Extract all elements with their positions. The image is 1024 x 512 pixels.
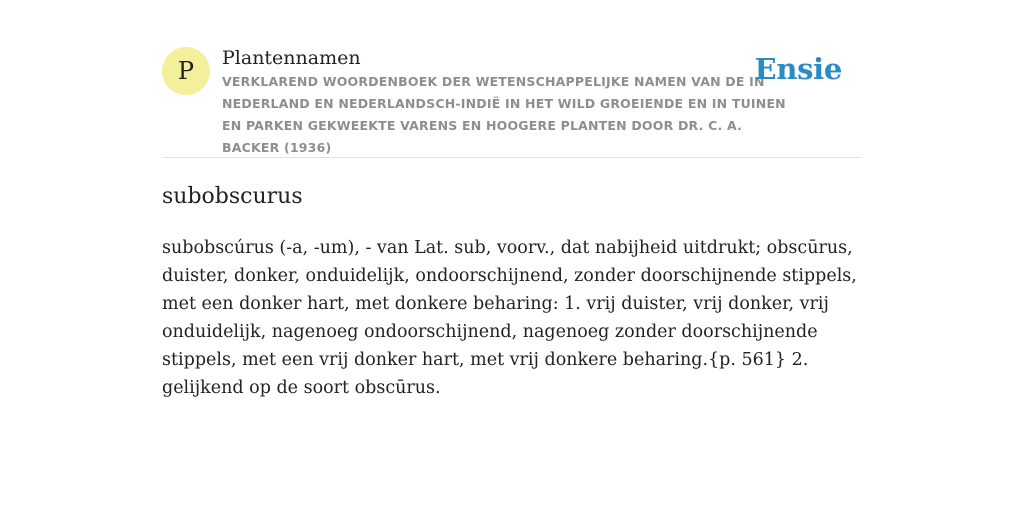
entry-title: subobscurus bbox=[162, 184, 303, 209]
avatar-letter: P bbox=[177, 57, 195, 85]
dictionary-avatar[interactable] bbox=[162, 47, 210, 95]
entry-definition: subobscúrus (-a, -um), - van Lat. sub, voorv., dat nabijheid uitdrukt; obscūrus, duister, donker, onduidelijk, ondoorschijnend, zonder doorschijnende stippels, met een donker hart, met donkere beharing: 1. vrij duister, vrij donker, vrij onduidelijk, nagenoeg ondoorschijnend, nagenoeg zonder doorschijnende stippels, met een vrij donker hart, met vrij donkere beharing.{p. 561} 2. gelijkend op de soort obscūrus. bbox=[162, 238, 857, 398]
dictionary-name-link[interactable]: Plantennamen bbox=[222, 47, 361, 69]
dictionary-description: VERKLAREND WOORDENBOEK DER WETENSCHAPPELIJKE NAMEN VAN DE IN NEDERLAND EN NEDERLANDSCH-INDIË IN HET WILD GROEIENDE EN IN TUINEN EN PARKEN GEKWEEKTE VARENS EN HOOGERE PLANTEN DOOR DR. C. A. BACKER (1936) bbox=[222, 74, 786, 155]
dictionary-header bbox=[162, 44, 862, 158]
ensie-logo-link[interactable]: Ensie bbox=[754, 52, 842, 86]
